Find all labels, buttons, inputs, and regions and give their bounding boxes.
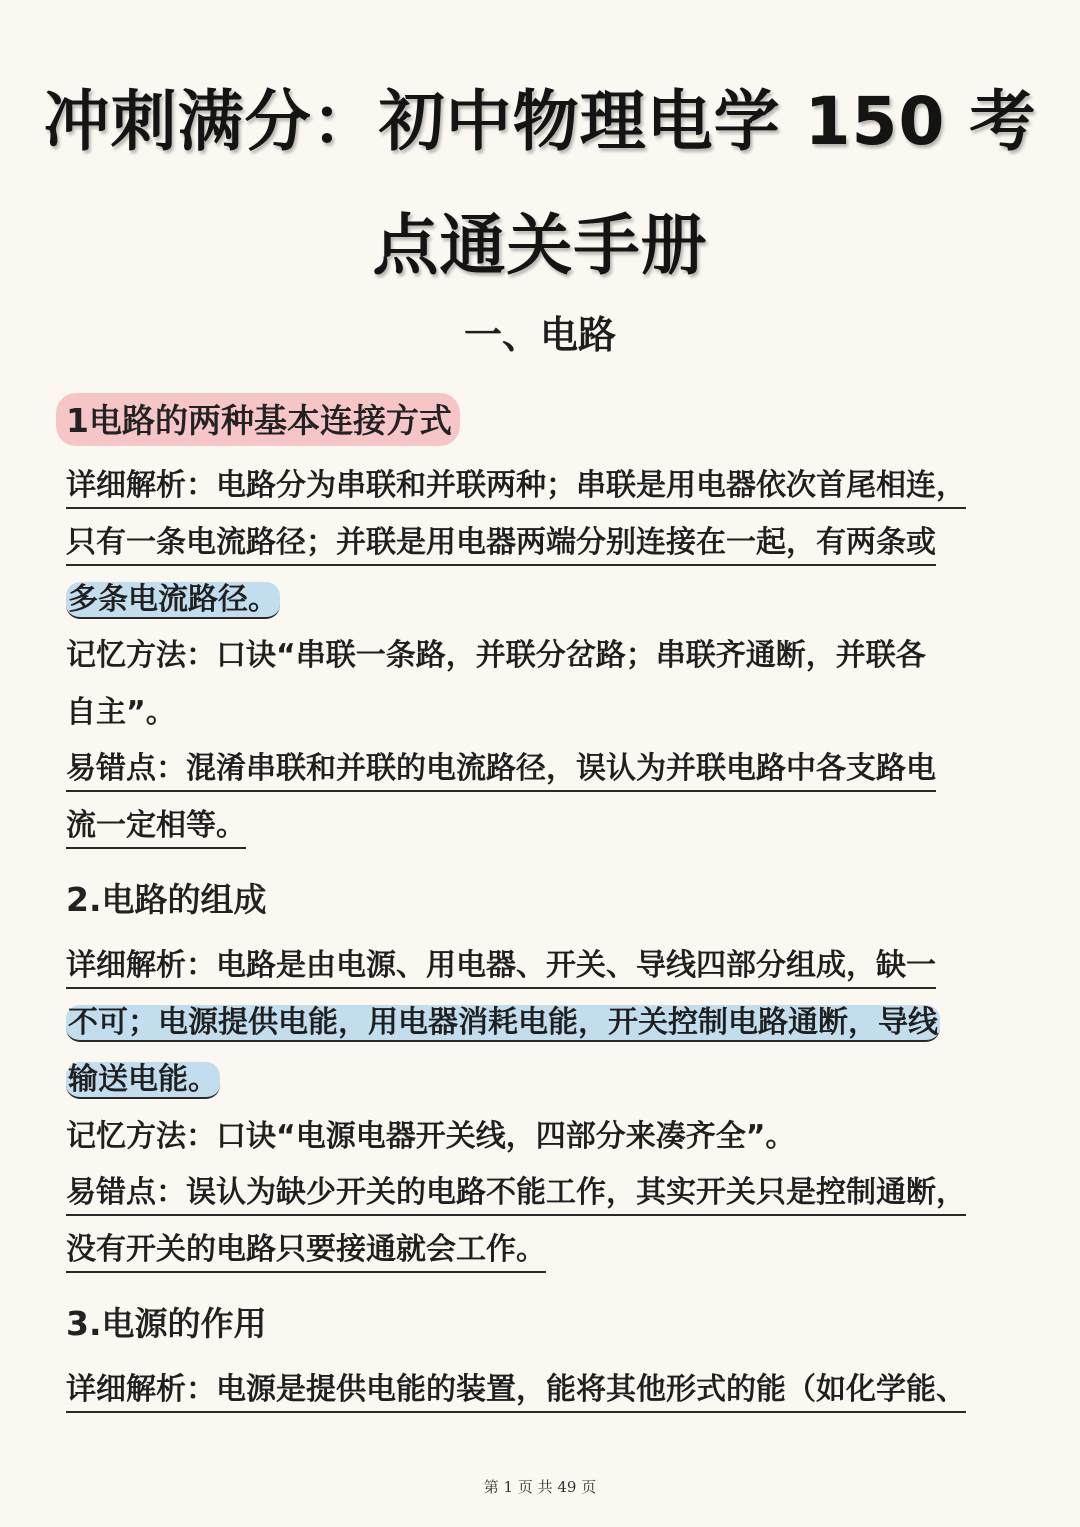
- page-number-footer: 第 1 页 共 49 页: [483, 1478, 597, 1496]
- point-2-memory-line-1: 记忆方法：口诀“电源电器开关线，四部分来凑齐全”。: [66, 1119, 796, 1154]
- point-1-analysis-line-2: 只有一条电流路径；并联是用电器两端分别连接在一起，有两条或: [66, 523, 936, 563]
- document-title-line-1: 冲刺满分：初中物理电学 150 考: [43, 83, 1037, 160]
- point-3-heading: 3.电源的作用: [66, 1304, 267, 1343]
- point-1-analysis-line-1: 详细解析：电路分为串联和并联两种；串联是用电器依次首尾相连，: [66, 466, 966, 506]
- point-2-mistake-line-1: 易错点：误认为缺少开关的电路不能工作，其实开关只是控制通断，: [66, 1173, 966, 1213]
- point-2-heading: 2.电路的组成: [66, 880, 267, 919]
- point-2-analysis-line-1: 详细解析：电路是由电源、用电器、开关、导线四部分组成，缺一: [66, 946, 936, 986]
- point-2-mistake-line-2: 没有开关的电路只要接通就会工作。: [66, 1230, 546, 1270]
- point-3-analysis-line-1: 详细解析：电源是提供电能的装置，能将其他形式的能（如化学能、: [66, 1370, 966, 1410]
- point-2-analysis-line-2: 不可；电源提供电能，用电器消耗电能，开关控制电路通断，导线: [68, 1005, 938, 1040]
- point-1-memory-line-2: 自主”。: [66, 695, 176, 730]
- point-1-analysis-line-3: 多条电流路径。: [68, 582, 278, 617]
- section-heading: 一、电路: [463, 313, 616, 357]
- document-title-line-2: 点通关手册: [372, 207, 708, 284]
- point-2-analysis-line-3: 输送电能。: [68, 1062, 218, 1097]
- point-1-mistake-line-1: 易错点：混淆串联和并联的电流路径，误认为并联电路中各支路电: [66, 749, 936, 789]
- point-1-heading: 1电路的两种基本连接方式: [56, 393, 460, 446]
- point-1-memory-line-1: 记忆方法：口诀“串联一条路，并联分岔路；串联齐通断，并联各: [66, 638, 926, 673]
- point-1-mistake-line-2: 流一定相等。: [66, 806, 246, 846]
